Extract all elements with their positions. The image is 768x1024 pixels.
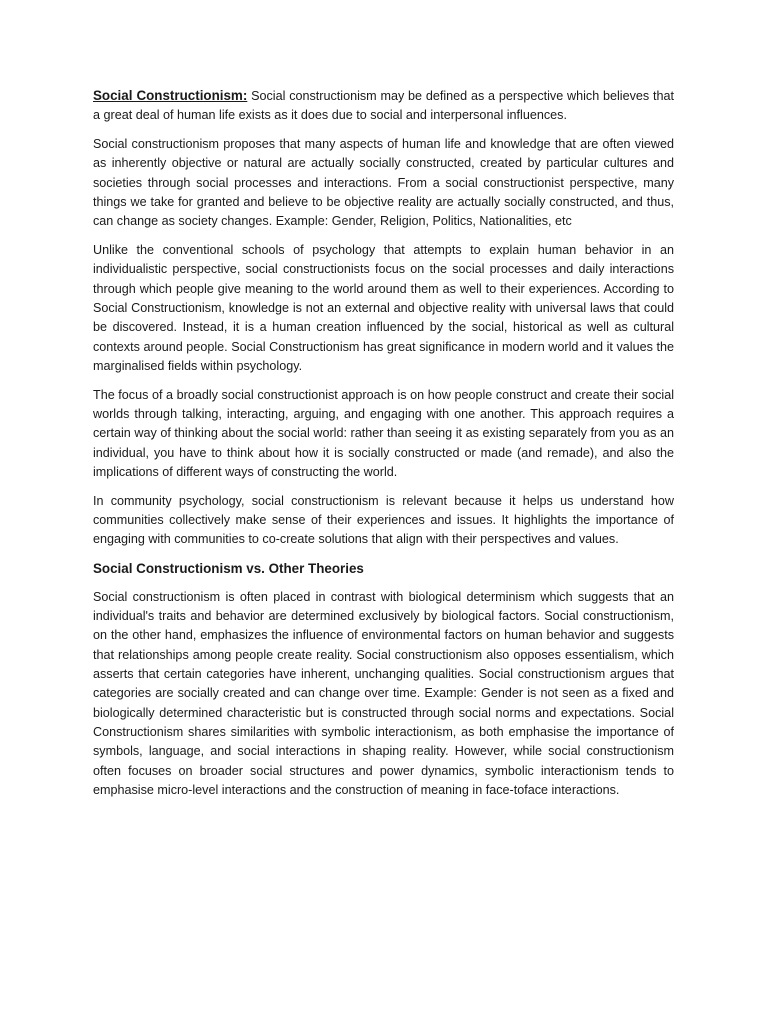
intro-heading: Social Constructionism:: [93, 88, 248, 103]
intro-text: Social constructionism may be defined as a perspective which believes that a great deal of human life exists as it does due to social and interpersonal influences.: [93, 89, 675, 123]
intro-paragraph: [93, 86, 674, 126]
body-paragraph-3: The focus of a broadly social constructionist approach is on how people construct and create their social worlds through talking, interacting, arguing, and engaging with one another. This approach requires a certain way of thinking about the social world: rather than seeing it as existing separately from you as an individual, you have to think about how it is socially constructed or made (and remade), and also the implications of different ways of constructing the world.: [93, 387, 674, 479]
body-paragraph-1: Social constructionism proposes that many aspects of human life and knowledge that are often viewed as inherently objective or natural are actually socially constructed, created by particular cultures and societies through social processes and interactions. From a social constructionist perspective, many things we take for granted and believe to be objective reality are actually socially constructed, and thus, can change as society changes. Example: Gender, Religion, Politics, Nationalities, etc: [93, 137, 674, 229]
document-page: [93, 86, 674, 810]
body-paragraph-2: Unlike the conventional schools of psychology that attempts to explain human behavior in an individualistic perspective, social constructionists focus on the social processes and daily interactions through which people give meaning to the world around them as well to their experiences. According to Social Constructionism, knowledge is not an external and objective reality with universal laws that could be discovered. Instead, it is a human creation influenced by the social, historical as well as cultural contexts around people. Social Constructionism has great significance in modern world and it values the marginalised fields within psychology.: [93, 243, 674, 373]
section-paragraph: Social constructionism is often placed in contrast with biological determinism which suggests that an individual's traits and behavior are determined exclusively by biological factors. Social constructionism, on the other hand, emphasizes the influence of environmental factors on human behavior and suggests that relationships among people create reality. Social constructionism also opposes essentialism, which asserts that certain categories have inherent, unchanging qualities. Social constructionism argues that categories are socially created and can change over time. Example: Gender is not seen as a fixed and biologically determined characteristic but is constructed through social norms and expectations. Social Constructionism shares similarities with symbolic interactionism, as both emphasise the importance of symbols, language, and social interactions in shaping reality. However, while social constructionism often focuses on broader social structures and power dynamics, symbolic interactionism tends to emphasise micro-level interactions and the construction of meaning in face-toface interactions.: [93, 589, 674, 797]
section-heading: Social Constructionism vs. Other Theories: [93, 561, 364, 577]
body-paragraph-4: In community psychology, social constructionism is relevant because it helps us understand how communities collectively make sense of their experiences and issues. It highlights the importance of engaging with communities to co-create solutions that align with their perspectives and values.: [93, 493, 674, 547]
